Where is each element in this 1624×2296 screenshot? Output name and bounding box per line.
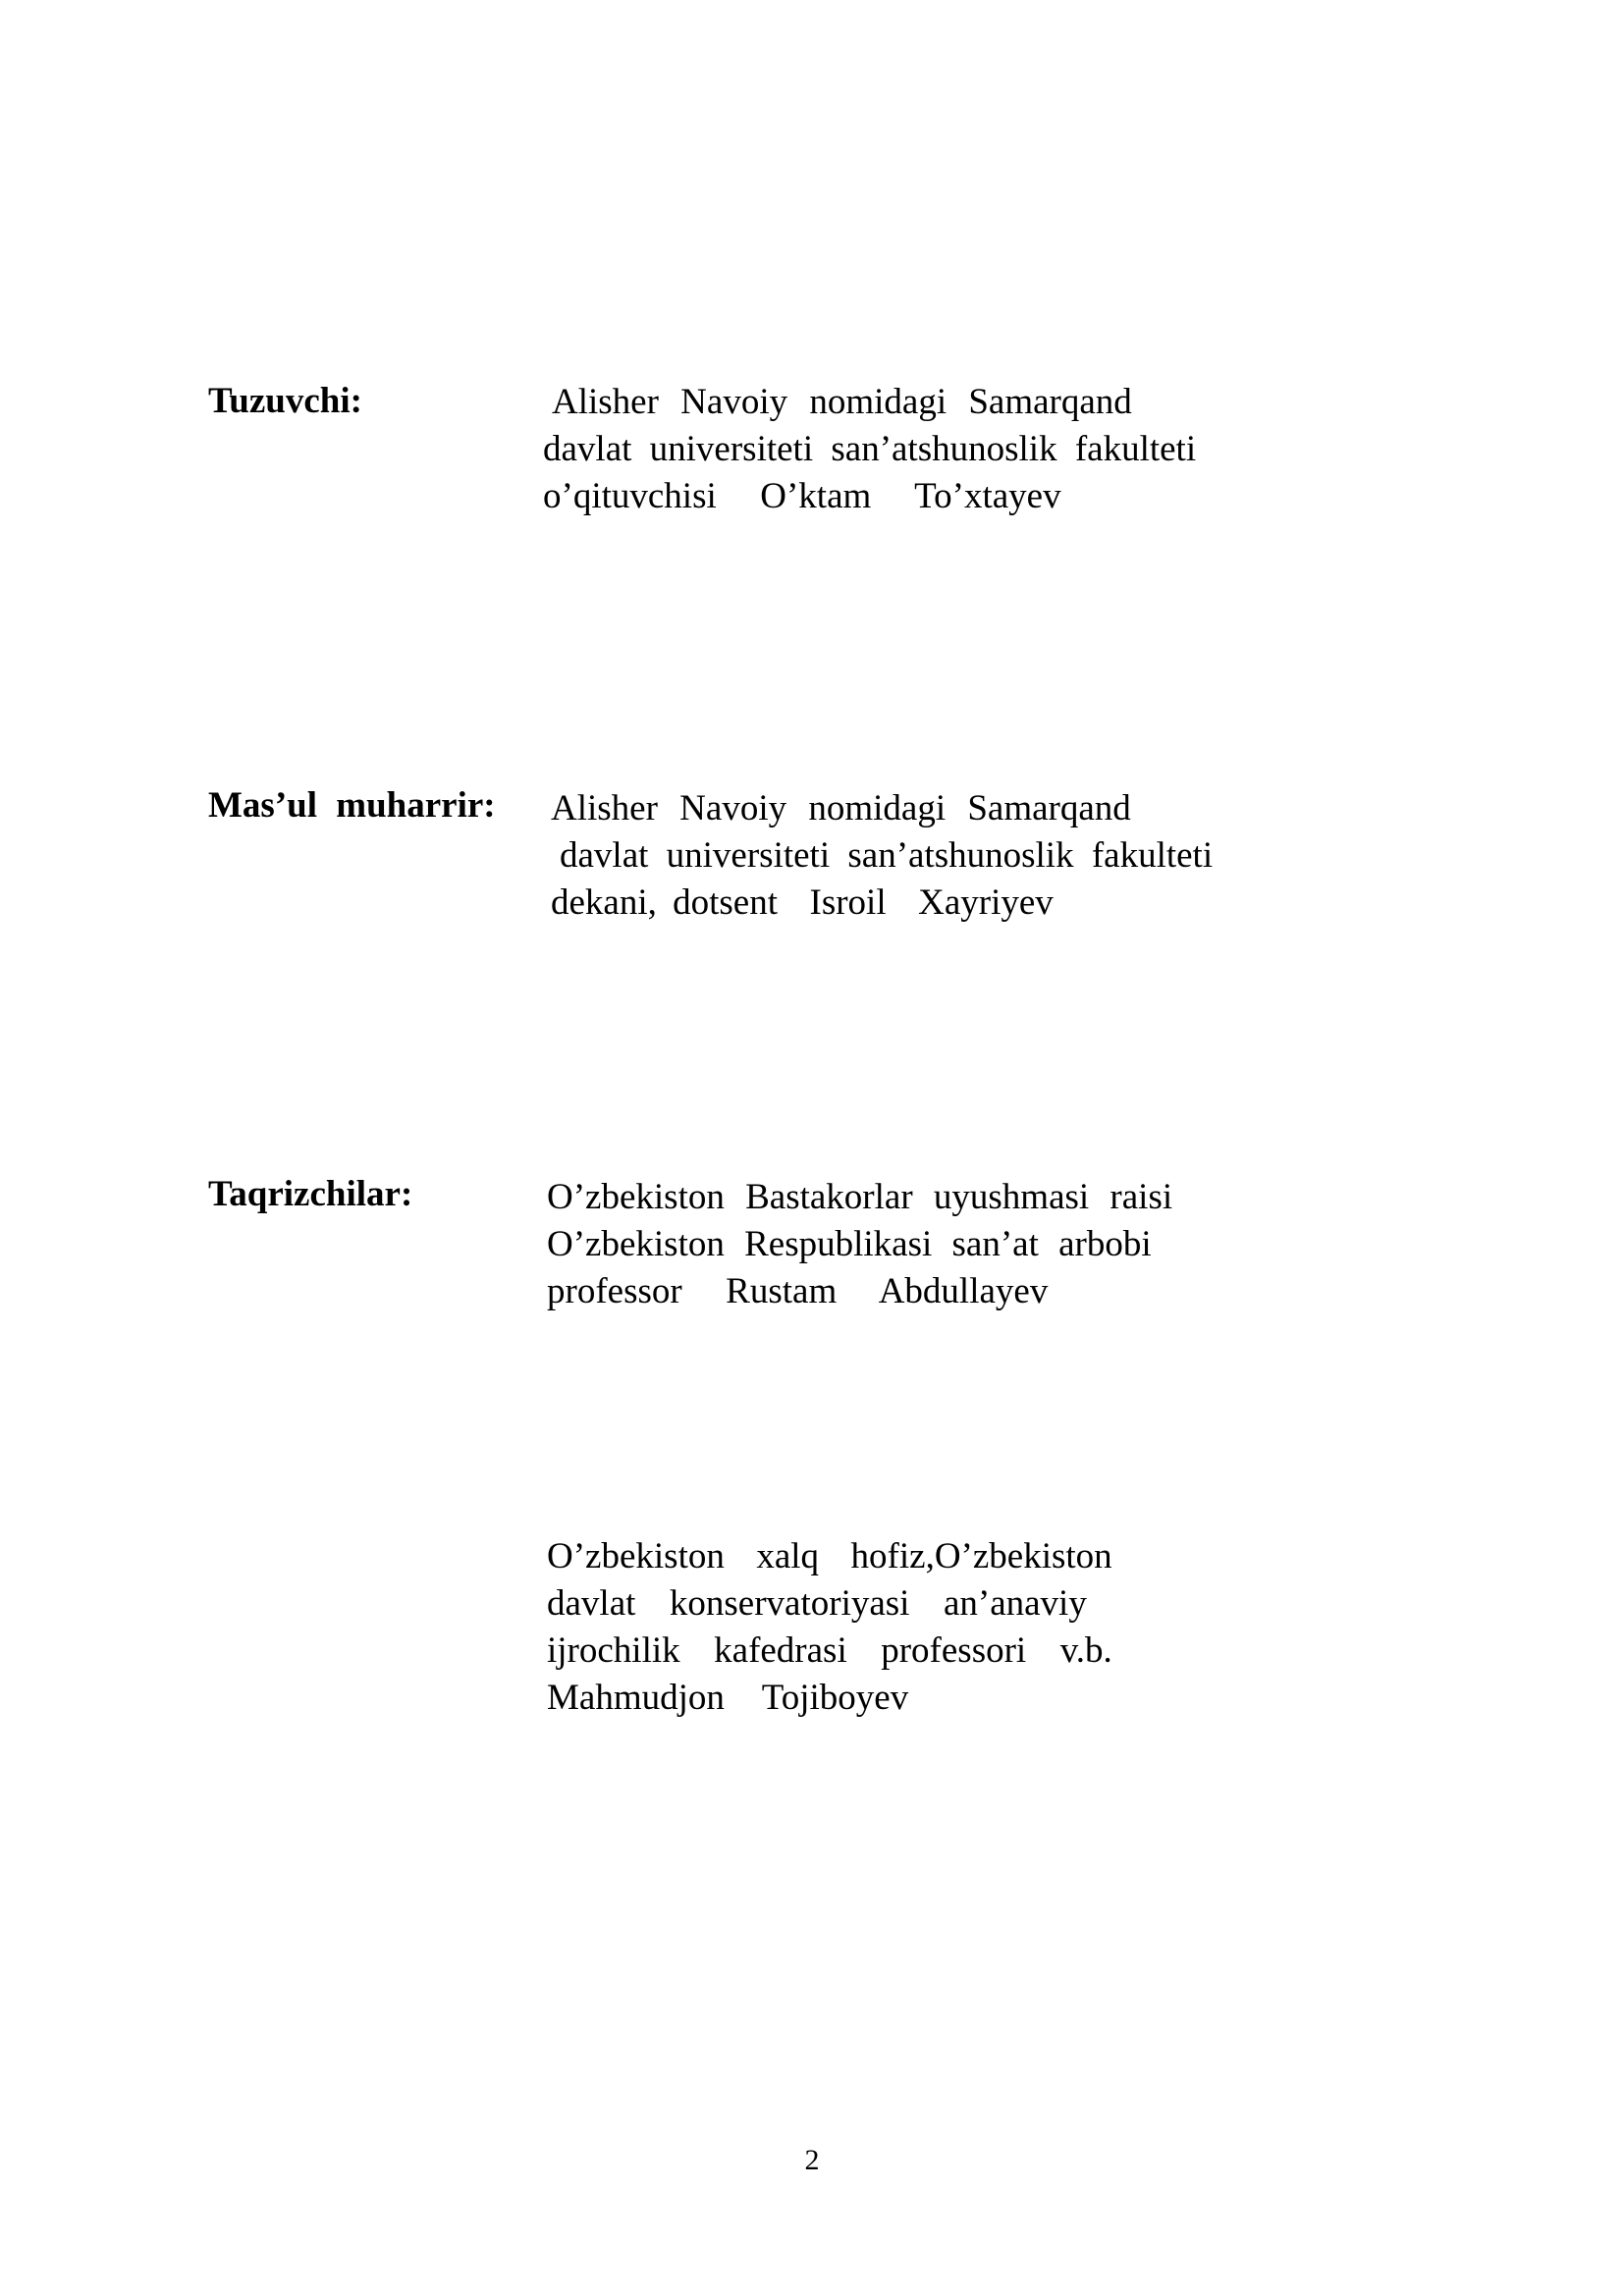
- text-line: Alisher Navoiy nomidagi Samarqand: [551, 788, 1131, 828]
- text-line: O’zbekiston Respublikasi san’at arbobi: [547, 1224, 1152, 1265]
- page-number: 2: [804, 2144, 820, 2176]
- entry-value-taqrizchilar: [547, 1174, 1323, 1315]
- entry-value-tuzuvchi: [543, 379, 1353, 520]
- entry-label-masul-muharrir: Mas’ul muharrir:: [208, 785, 496, 826]
- text-line: davlat konservatoriyasi an’anaviy: [547, 1583, 1087, 1625]
- text-line: O’zbekiston Bastakorlar uyushmasi raisi: [547, 1177, 1173, 1217]
- entry-value-masul-muharrir: [551, 785, 1356, 927]
- text-line: Alisher Navoiy nomidagi Samarqand: [552, 382, 1132, 422]
- text-line: Mahmudjon Tojiboyev: [547, 1678, 909, 1719]
- entry-taqrizchilar-second: [547, 1533, 1332, 1722]
- text-line: ijrochilik kafedrasi professori v.b.: [547, 1630, 1112, 1672]
- text-line: O’zbekiston xalq hofiz,O’zbekiston: [547, 1536, 1112, 1576]
- text-line: dekani, dotsent Isroil Xayriyev: [551, 882, 1054, 924]
- entry-label-tuzuvchi: Tuzuvchi:: [208, 381, 362, 421]
- text-line: davlat universiteti san’atshunoslik fakulteti: [543, 429, 1197, 470]
- entry-label-taqrizchilar: Taqrizchilar:: [208, 1174, 413, 1214]
- text-line: professor Rustam Abdullayev: [547, 1271, 1049, 1312]
- text-line: o’qituvchisi O’ktam To’xtayev: [543, 476, 1061, 517]
- text-line: davlat universiteti san’atshunoslik fakulteti: [560, 835, 1214, 877]
